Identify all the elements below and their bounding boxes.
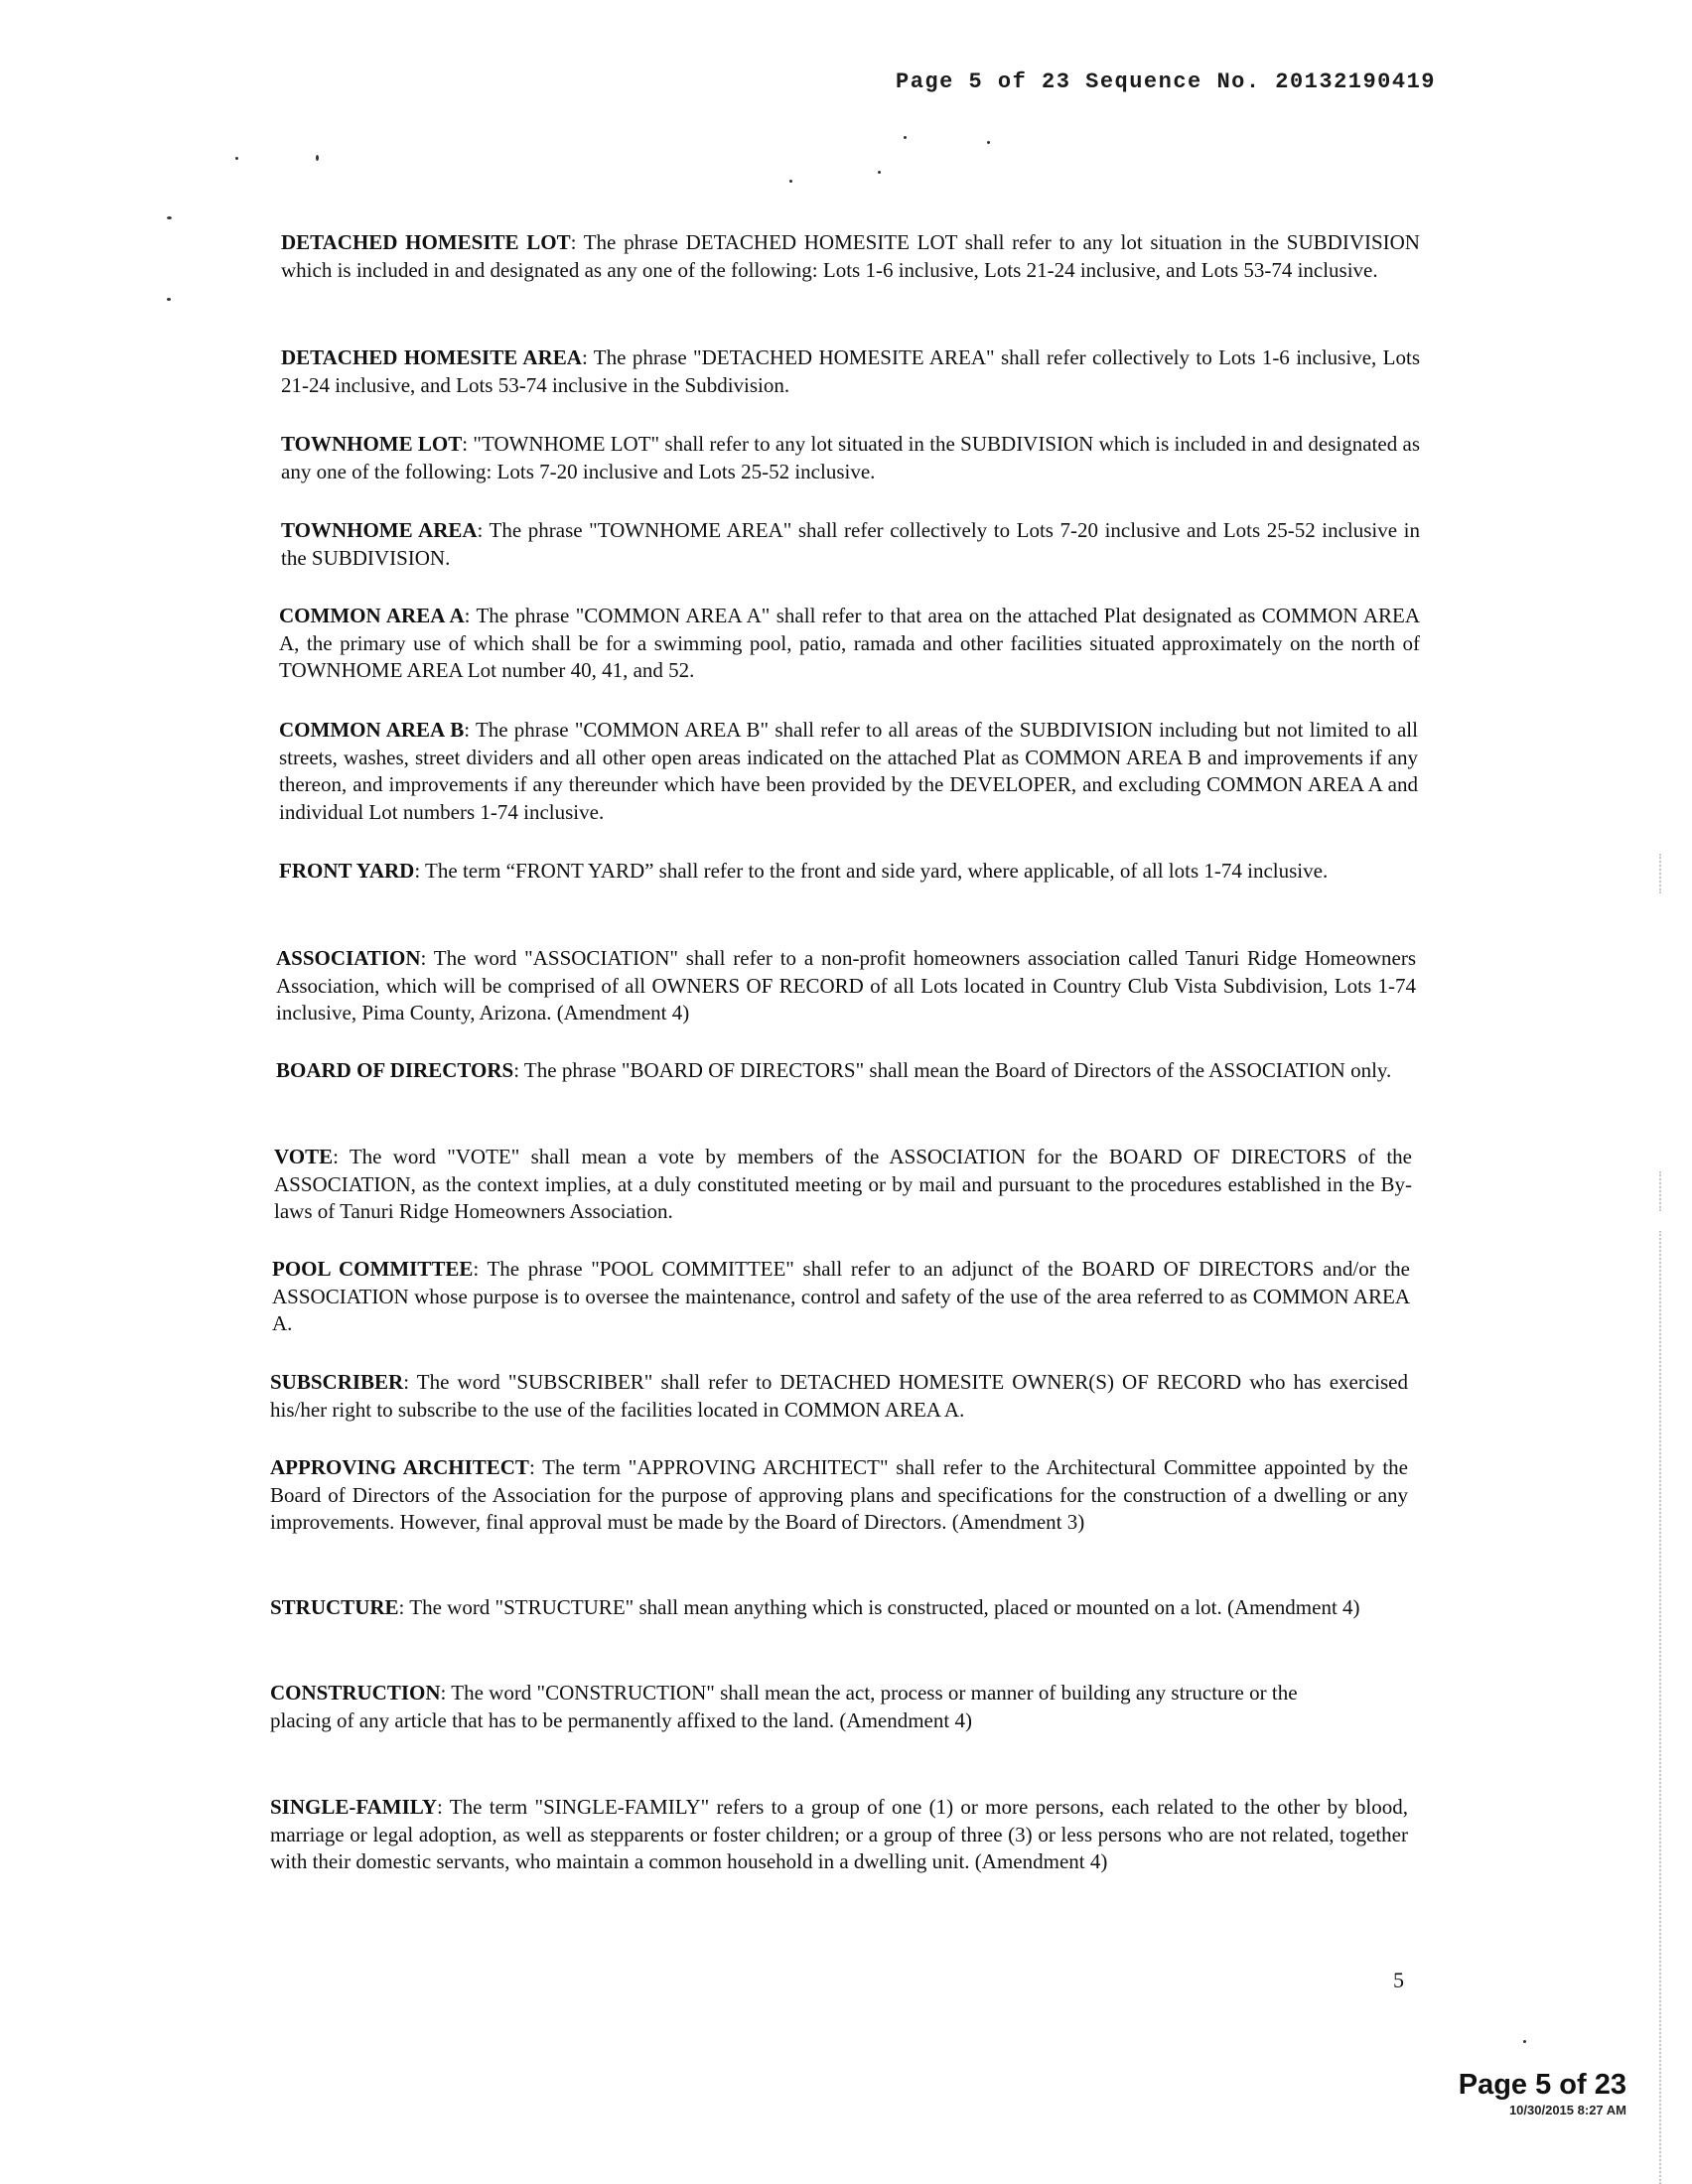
definition-association: ASSOCIATION: The word "ASSOCIATION" shall refer to a non-profit homeowners association called Tanuri Ridge Homeowners Association, which will be comprised of all OWNERS OF RECORD of all Lots located in Country Club Vista Subdivision, Lots 1-74 inclusive, Pima County, Arizona. (Amendment 4)	[276, 946, 1416, 1024]
definition-townhome-lot: TOWNHOME LOT: "TOWNHOME LOT" shall refer to any lot situated in the SUBDIVISION which is included in and designated as any one of the following: Lots 7-20 inclusive and Lots 25-52 inclusive.	[281, 432, 1421, 483]
definition-term: TOWNHOME LOT	[281, 432, 463, 456]
definition-text: The word "CONSTRUCTION" shall mean the act, process or manner of building any structure or the placing of any article that has to be permanently affixed to the land. (Amendment 4)	[270, 1681, 1298, 1732]
definition-term: DETACHED HOMESITE AREA	[281, 345, 582, 369]
definition-term: FRONT YARD	[279, 859, 415, 883]
definition-term: TOWNHOME AREA	[281, 518, 478, 542]
definition-text: The phrase "DETACHED HOMESITE AREA" shall refer collectively to Lots 1-6 inclusive, Lots 21-24 inclusive, and Lots 53-74 inclusive in the Subdivision.	[281, 345, 1420, 397]
definition-text: The term "APPROVING ARCHITECT" shall refer to the Architectural Committee appointed by the Board of Directors of the Association for the purpose of approving plans and specifications for the construction of a dwelling or any improvements. However, final approval must be made by the Board of Directors. (Amendment 3)	[270, 1455, 1408, 1534]
definition-term: CONSTRUCTION	[270, 1681, 441, 1705]
definition-vote: VOTE: The word "VOTE" shall mean a vote by members of the ASSOCIATION for the BOARD OF DIRECTORS of the ASSOCIATION, as the context implies, at a duly constituted meeting or by mail and pursuant to the procedures established in the By-laws of Tanuri Ridge Homeowners Association.	[274, 1145, 1412, 1223]
scan-speck	[235, 157, 238, 160]
definition-term: SUBSCRIBER	[270, 1370, 404, 1394]
definition-text: The word "SUBSCRIBER" shall refer to DETACHED HOMESITE OWNER(S) OF RECORD who has exercised his/her right to subscribe to the use of the facilities located in COMMON AREA A.	[270, 1370, 1408, 1422]
definition-term: VOTE	[274, 1145, 334, 1168]
definition-text: The term "SINGLE-FAMILY" refers to a group of one (1) or more persons, each related to the other by blood, marriage or legal adoption, as well as stepparents or foster children; or a group of three (3) or less persons who are not related, together with their domestic servants, who maintain a common household in a dwelling unit. (Amendment 4)	[270, 1795, 1408, 1873]
page-number: 5	[1393, 1968, 1404, 1992]
definition-term: SINGLE-FAMILY	[270, 1795, 438, 1819]
scan-speck	[167, 298, 171, 301]
definition-term: BOARD OF DIRECTORS	[276, 1058, 514, 1082]
definition-subscriber: SUBSCRIBER: The word "SUBSCRIBER" shall refer to DETACHED HOMESITE OWNER(S) OF RECORD who has exercised his/her right to subscribe to the use of the facilities located in COMMON AREA A.	[270, 1370, 1408, 1422]
definition-text: The phrase "POOL COMMITTEE" shall refer to an adjunct of the BOARD OF DIRECTORS and/or the ASSOCIATION whose purpose is to oversee the maintenance, control and safety of the use of the area referred to as COMMON AREA A.	[272, 1257, 1410, 1335]
definition-text: The phrase DETACHED HOMESITE LOT shall refer to any lot situation in the SUBDIVISION which is included in and designated as any one of the following: Lots 1-6 inclusive, Lots 21-24 inclusive, and Lots 53-74 inclusive.	[281, 230, 1420, 282]
scan-edge-line	[1659, 1231, 1661, 2184]
definition-text: The phrase "BOARD OF DIRECTORS" shall mean the Board of Directors of the ASSOCIATION only.	[523, 1058, 1392, 1082]
definition-approving-architect: APPROVING ARCHITECT: The term "APPROVING ARCHITECT" shall refer to the Architectural Committee appointed by the Board of Directors of the Association for the purpose of approving plans and specifications for the construction of a dwelling or any improvements. However, final approval must be made by the Board of Directors. (Amendment 3)	[270, 1455, 1408, 1534]
definition-term: COMMON AREA A	[279, 604, 465, 627]
stamp-datetime: 10/30/2015 8:27 AM	[1508, 2103, 1626, 2117]
scan-speck	[789, 180, 792, 183]
definition-term: APPROVING ARCHITECT	[270, 1455, 529, 1479]
definition-text: The phrase "TOWNHOME AREA" shall refer collectively to Lots 7-20 inclusive and Lots 25-52 inclusive in the SUBDIVISION.	[281, 518, 1420, 570]
definition-front-yard: FRONT YARD: The term “FRONT YARD” shall refer to the front and side yard, where applicable, of all lots 1-74 inclusive.	[279, 859, 1329, 883]
definition-term: DETACHED HOMESITE LOT	[281, 230, 571, 254]
definition-detached-homesite-area: DETACHED HOMESITE AREA: The phrase "DETACHED HOMESITE AREA" shall refer collectively to Lots 1-6 inclusive, Lots 21-24 inclusive, and Lots 53-74 inclusive in the Subdivision.	[281, 345, 1420, 397]
definition-text: The word "VOTE" shall mean a vote by members of the ASSOCIATION for the BOARD OF DIRECTORS of the ASSOCIATION, as the context implies, at a duly constituted meeting or by mail and pursuant to the procedures established in the By-laws of Tanuri Ridge Homeowners Association.	[274, 1145, 1412, 1223]
definition-townhome-area: TOWNHOME AREA: The phrase "TOWNHOME AREA" shall refer collectively to Lots 7-20 inclusive and Lots 25-52 inclusive in the SUBDIVISION.	[281, 518, 1420, 570]
sequence-header: Page 5 of 23 Sequence No. 20132190419	[896, 69, 1436, 94]
definition-common-area-b: COMMON AREA B: The phrase "COMMON AREA B" shall refer to all areas of the SUBDIVISION including but not limited to all streets, washes, street dividers and all other open areas indicated on the attached Plat as COMMON AREA B and improvements if any thereon, and improvements if any thereunder which have been provided by the DEVELOPER, and excluding COMMON AREA A and individual Lot numbers 1-74 inclusive.	[279, 718, 1418, 824]
definition-text: "TOWNHOME LOT" shall refer to any lot situated in the SUBDIVISION which is included in and designated as any one of the following: Lots 7-20 inclusive and Lots 25-52 inclusive.	[281, 432, 1421, 483]
page-stamp	[1459, 2068, 1626, 2119]
scan-speck	[987, 141, 990, 144]
definition-text: The term “FRONT YARD” shall refer to the front and side yard, where applicable, of all lots 1-74 inclusive.	[425, 859, 1329, 883]
definition-text: The word "ASSOCIATION" shall refer to a non-profit homeowners association called Tanuri Ridge Homeowners Association, which will be comprised of all OWNERS OF RECORD of all Lots located in Country Club Vista Subdivision, Lots 1-74 inclusive, Pima County, Arizona. (Amendment 4)	[276, 946, 1416, 1024]
scan-edge-line	[1659, 1171, 1661, 1211]
definition-term: ASSOCIATION	[276, 946, 421, 970]
definition-construction: CONSTRUCTION: The word "CONSTRUCTION" shall mean the act, process or manner of building any structure or the placing of any article that has to be permanently affixed to the land. (Amendment 4)	[270, 1681, 1298, 1732]
scan-speck	[316, 155, 319, 161]
definition-pool-committee: POOL COMMITTEE: The phrase "POOL COMMITTEE" shall refer to an adjunct of the BOARD OF DIRECTORS and/or the ASSOCIATION whose purpose is to oversee the maintenance, control and safety of the use of the area referred to as COMMON AREA A.	[272, 1257, 1410, 1335]
scan-speck	[904, 136, 907, 139]
definition-common-area-a: COMMON AREA A: The phrase "COMMON AREA A" shall refer to that area on the attached Plat designated as COMMON AREA A, the primary use of which shall be for a swimming pool, patio, ramada and other facilities situated approximately on the north of TOWNHOME AREA Lot number 40, 41, and 52.	[279, 604, 1420, 682]
stamp-page-count: Page 5 of 23	[1458, 2069, 1626, 2101]
definition-board-of-directors: BOARD OF DIRECTORS: The phrase "BOARD OF DIRECTORS" shall mean the Board of Directors of the ASSOCIATION only.	[276, 1058, 1392, 1082]
definition-text: The phrase "COMMON AREA A" shall refer to that area on the attached Plat designated as COMMON AREA A, the primary use of which shall be for a swimming pool, patio, ramada and other facilities situated approximately on the north of TOWNHOME AREA Lot number 40, 41, and 52.	[279, 604, 1420, 682]
scan-speck	[167, 216, 172, 219]
definition-detached-homesite-lot: DETACHED HOMESITE LOT: The phrase DETACHED HOMESITE LOT shall refer to any lot situation in the SUBDIVISION which is included in and designated as any one of the following: Lots 1-6 inclusive, Lots 21-24 inclusive, and Lots 53-74 inclusive.	[281, 230, 1420, 282]
definition-term: STRUCTURE	[270, 1595, 399, 1619]
definition-term: COMMON AREA B	[279, 718, 465, 742]
definition-single-family: SINGLE-FAMILY: The term "SINGLE-FAMILY" refers to a group of one (1) or more persons, each related to the other by blood, marriage or legal adoption, as well as stepparents or foster children; or a group of three (3) or less persons who are not related, together with their domestic servants, who maintain a common household in a dwelling unit. (Amendment 4)	[270, 1795, 1408, 1873]
scan-edge-line	[1659, 854, 1661, 893]
definition-term: POOL COMMITTEE	[272, 1257, 474, 1281]
definition-text: The word "STRUCTURE" shall mean anything which is constructed, placed or mounted on a lot. (Amendment 4)	[409, 1595, 1360, 1619]
scan-speck	[1523, 2040, 1526, 2043]
definition-text: The phrase "COMMON AREA B" shall refer to all areas of the SUBDIVISION including but not limited to all streets, washes, street dividers and all other open areas indicated on the attached Plat as COMMON AREA B and improvements if any thereon, and improvements if any thereunder which have been provided by the DEVELOPER, and excluding COMMON AREA A and individual Lot numbers 1-74 inclusive.	[279, 718, 1418, 824]
definition-structure: STRUCTURE: The word "STRUCTURE" shall mean anything which is constructed, placed or mounted on a lot. (Amendment 4)	[270, 1595, 1360, 1619]
scan-speck	[878, 171, 881, 174]
